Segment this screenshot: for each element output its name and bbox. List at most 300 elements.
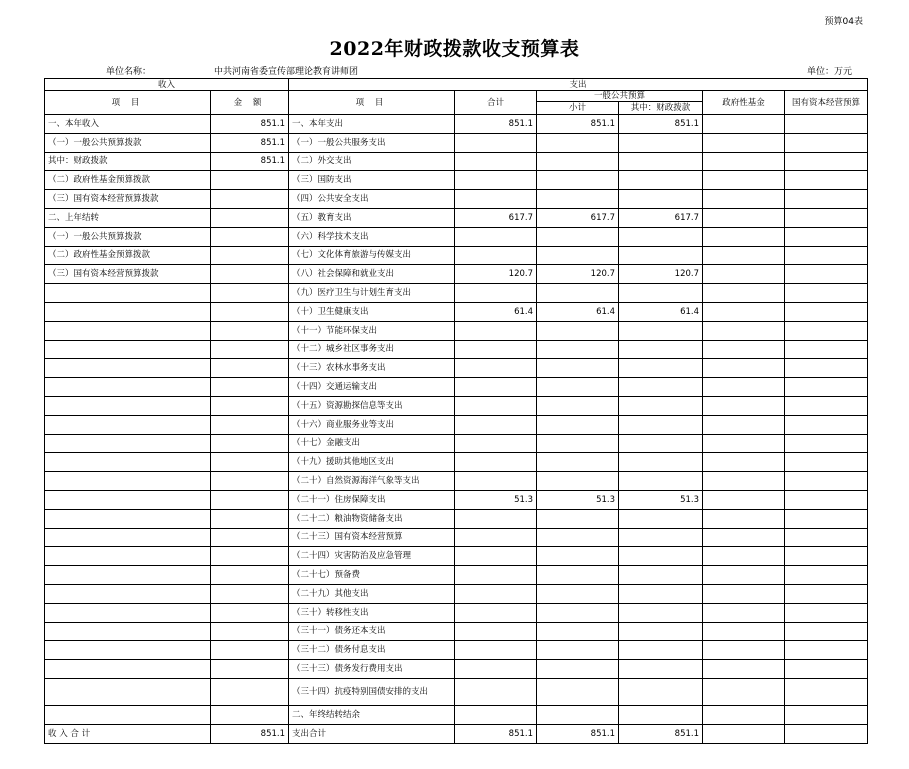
- table-row: [45, 509, 868, 528]
- table-row: [45, 472, 868, 491]
- expense-fiscal-cell: 851.1: [619, 724, 703, 743]
- income-amount-cell: [211, 678, 289, 705]
- total-cell: [455, 528, 537, 547]
- header-row-2: [45, 91, 868, 102]
- state-capital-cell: [785, 528, 868, 547]
- income-item-cell: [45, 584, 211, 603]
- gov-fund-cell: [703, 622, 785, 641]
- income-item-cell: （一）一般公共预算拨款: [45, 227, 211, 246]
- income-header: 收入: [45, 79, 289, 91]
- table-row: [45, 171, 868, 190]
- subtotal-cell: [537, 641, 619, 660]
- income-amount-cell: [211, 359, 289, 378]
- total-cell: 120.7: [455, 265, 537, 284]
- income-amount-cell: [211, 340, 289, 359]
- income-amount-cell: [211, 378, 289, 397]
- header-row-1: [45, 79, 868, 91]
- subtotal-cell: [537, 321, 619, 340]
- expense-item-cell: （五）教育支出: [289, 208, 455, 227]
- state-capital-cell: [785, 415, 868, 434]
- income-item-cell: [45, 415, 211, 434]
- expense-item-cell: （十）卫生健康支出: [289, 302, 455, 321]
- income-item-cell: [45, 678, 211, 705]
- income-amount-cell: 851.1: [211, 152, 289, 171]
- state-capital-cell: [785, 133, 868, 152]
- gov-fund-cell: [703, 490, 785, 509]
- state-capital-cell: [785, 641, 868, 660]
- subtotal-cell: [537, 396, 619, 415]
- gov-fund-cell: [703, 171, 785, 190]
- income-item-cell: [45, 302, 211, 321]
- expense-item-cell: （十九）援助其他地区支出: [289, 453, 455, 472]
- subtotal-cell: 61.4: [537, 302, 619, 321]
- subtotal-cell: [537, 622, 619, 641]
- state-capital-header: 国有资本经营预算: [785, 91, 868, 115]
- income-amount-cell: [211, 208, 289, 227]
- total-cell: [455, 133, 537, 152]
- state-capital-cell: [785, 152, 868, 171]
- fiscal-cell: [619, 705, 703, 724]
- expense-item-cell: （三十三）债务发行费用支出: [289, 660, 455, 679]
- subtotal-cell: [537, 566, 619, 585]
- state-capital-cell: [785, 660, 868, 679]
- state-capital-cell: [785, 490, 868, 509]
- table-row: [45, 265, 868, 284]
- fiscal-cell: [619, 566, 703, 585]
- fiscal-cell: 61.4: [619, 302, 703, 321]
- gov-fund-cell: [703, 302, 785, 321]
- fiscal-cell: [619, 246, 703, 265]
- gov-fund-cell: [703, 115, 785, 134]
- income-item-cell: [45, 705, 211, 724]
- subtotal-cell: [537, 171, 619, 190]
- total-cell: [455, 227, 537, 246]
- unit-name: 中共河南省委宣传部理论教育讲师团: [214, 67, 359, 77]
- gov-fund-cell: [703, 227, 785, 246]
- state-capital-cell: [785, 208, 868, 227]
- subtotal-cell: [537, 705, 619, 724]
- total-cell: [455, 434, 537, 453]
- total-cell: [455, 678, 537, 705]
- total-cell: [455, 190, 537, 209]
- expense-item-cell: （二十三）国有资本经营预算: [289, 528, 455, 547]
- gov-fund-cell: [703, 660, 785, 679]
- state-capital-total-cell: [785, 724, 868, 743]
- income-amount-cell: [211, 566, 289, 585]
- expense-item-cell: （十三）农林水事务支出: [289, 359, 455, 378]
- gov-fund-cell: [703, 152, 785, 171]
- gov-fund-cell: [703, 678, 785, 705]
- table-row: [45, 321, 868, 340]
- table-row: [45, 359, 868, 378]
- budget-table: [44, 78, 868, 744]
- table-row: [45, 302, 868, 321]
- total-cell: [455, 415, 537, 434]
- fiscal-cell: [619, 378, 703, 397]
- expense-item-cell: （二十九）其他支出: [289, 584, 455, 603]
- fiscal-cell: [619, 190, 703, 209]
- state-capital-cell: [785, 359, 868, 378]
- table-row: [45, 190, 868, 209]
- subtotal-cell: [537, 472, 619, 491]
- gov-fund-cell: [703, 396, 785, 415]
- table-row: [45, 641, 868, 660]
- subtotal-cell: 120.7: [537, 265, 619, 284]
- table-row: [45, 603, 868, 622]
- subtotal-cell: 851.1: [537, 115, 619, 134]
- gov-fund-cell: [703, 246, 785, 265]
- gov-fund-cell: [703, 284, 785, 303]
- fiscal-cell: [619, 678, 703, 705]
- total-cell: [455, 171, 537, 190]
- expense-item-cell: 一、本年支出: [289, 115, 455, 134]
- total-cell: [455, 705, 537, 724]
- total-cell: [455, 641, 537, 660]
- total-cell: [455, 509, 537, 528]
- state-capital-cell: [785, 434, 868, 453]
- income-item-header: 项 目: [45, 91, 211, 115]
- fiscal-cell: [619, 415, 703, 434]
- totals-row: [45, 724, 868, 743]
- income-amount-cell: [211, 641, 289, 660]
- gov-fund-header: 政府性基金: [703, 91, 785, 115]
- gov-fund-cell: [703, 584, 785, 603]
- income-amount-cell: [211, 246, 289, 265]
- income-total-amount: 851.1: [211, 724, 289, 743]
- income-total-label: 收 入 合 计: [45, 724, 211, 743]
- table-row: [45, 490, 868, 509]
- state-capital-cell: [785, 705, 868, 724]
- fiscal-cell: [619, 622, 703, 641]
- income-item-cell: [45, 396, 211, 415]
- table-row: [45, 378, 868, 397]
- table-row: [45, 547, 868, 566]
- subtotal-header: 小计: [537, 102, 619, 115]
- subtotal-cell: 51.3: [537, 490, 619, 509]
- fiscal-cell: [619, 434, 703, 453]
- state-capital-cell: [785, 340, 868, 359]
- income-item-cell: [45, 528, 211, 547]
- state-capital-cell: [785, 584, 868, 603]
- expense-item-cell: （一）一般公共服务支出: [289, 133, 455, 152]
- income-item-cell: [45, 603, 211, 622]
- fiscal-cell: [619, 340, 703, 359]
- total-cell: [455, 622, 537, 641]
- fiscal-cell: [619, 396, 703, 415]
- gov-fund-total-cell: [703, 724, 785, 743]
- total-cell: [455, 396, 537, 415]
- fiscal-header: 其中：财政拨款: [619, 102, 703, 115]
- gov-fund-cell: [703, 603, 785, 622]
- income-amount-cell: [211, 171, 289, 190]
- income-item-cell: [45, 378, 211, 397]
- expense-item-cell: （六）科学技术支出: [289, 227, 455, 246]
- total-cell: 851.1: [455, 115, 537, 134]
- subtotal-cell: 617.7: [537, 208, 619, 227]
- table-row: [45, 566, 868, 585]
- expense-item-cell: （二）外交支出: [289, 152, 455, 171]
- income-item-cell: [45, 509, 211, 528]
- fiscal-cell: [619, 509, 703, 528]
- income-amount-cell: [211, 472, 289, 491]
- income-amount-cell: [211, 705, 289, 724]
- state-capital-cell: [785, 453, 868, 472]
- money-unit: 单位：万元: [806, 67, 852, 77]
- income-item-cell: [45, 660, 211, 679]
- expense-item-cell: （四）公共安全支出: [289, 190, 455, 209]
- income-amount-cell: [211, 584, 289, 603]
- income-amount-cell: [211, 434, 289, 453]
- fiscal-cell: [619, 472, 703, 491]
- income-item-cell: （一）一般公共预算拨款: [45, 133, 211, 152]
- fiscal-cell: [619, 660, 703, 679]
- expense-item-cell: （七）文化体育旅游与传媒支出: [289, 246, 455, 265]
- fiscal-cell: 851.1: [619, 115, 703, 134]
- fiscal-cell: [619, 152, 703, 171]
- state-capital-cell: [785, 284, 868, 303]
- fiscal-cell: [619, 227, 703, 246]
- income-amount-cell: [211, 509, 289, 528]
- total-cell: [455, 660, 537, 679]
- total-header: 合计: [455, 91, 537, 115]
- state-capital-cell: [785, 246, 868, 265]
- total-cell: [455, 340, 537, 359]
- table-row: [45, 705, 868, 724]
- gov-fund-cell: [703, 509, 785, 528]
- expense-item-cell: （二十）自然资源海洋气象等支出: [289, 472, 455, 491]
- total-cell: [455, 603, 537, 622]
- income-amount-cell: [211, 453, 289, 472]
- gov-fund-cell: [703, 265, 785, 284]
- table-row: [45, 340, 868, 359]
- income-item-cell: 一、本年收入: [45, 115, 211, 134]
- income-item-cell: [45, 359, 211, 378]
- state-capital-cell: [785, 622, 868, 641]
- fiscal-cell: [619, 584, 703, 603]
- table-row: [45, 584, 868, 603]
- total-cell: [455, 321, 537, 340]
- gov-fund-cell: [703, 547, 785, 566]
- gov-fund-cell: [703, 321, 785, 340]
- table-row: [45, 227, 868, 246]
- fiscal-cell: [619, 528, 703, 547]
- expense-item-cell: （三）国防支出: [289, 171, 455, 190]
- table-row: [45, 528, 868, 547]
- state-capital-cell: [785, 302, 868, 321]
- fiscal-cell: [619, 133, 703, 152]
- subtotal-cell: [537, 415, 619, 434]
- gov-fund-cell: [703, 378, 785, 397]
- table-row: [45, 660, 868, 679]
- subtotal-cell: [537, 547, 619, 566]
- state-capital-cell: [785, 227, 868, 246]
- state-capital-cell: [785, 678, 868, 705]
- table-row: [45, 152, 868, 171]
- expense-item-cell: （三十四）抗疫特别国债安排的支出: [289, 678, 455, 705]
- total-cell: 617.7: [455, 208, 537, 227]
- page-title: 2022年财政拨款收支预算表: [329, 38, 580, 60]
- table-row: [45, 453, 868, 472]
- state-capital-cell: [785, 396, 868, 415]
- state-capital-cell: [785, 190, 868, 209]
- expense-item-cell: （九）医疗卫生与计划生育支出: [289, 284, 455, 303]
- subtotal-cell: [537, 453, 619, 472]
- state-capital-cell: [785, 265, 868, 284]
- subtotal-cell: [537, 509, 619, 528]
- income-item-cell: [45, 566, 211, 585]
- income-item-cell: 二、上年结转: [45, 208, 211, 227]
- table-row: [45, 246, 868, 265]
- fiscal-cell: [619, 547, 703, 566]
- fiscal-cell: [619, 171, 703, 190]
- income-amount-cell: [211, 603, 289, 622]
- state-capital-cell: [785, 547, 868, 566]
- fiscal-cell: [619, 321, 703, 340]
- gov-fund-cell: [703, 453, 785, 472]
- subtotal-cell: [537, 660, 619, 679]
- income-amount-cell: [211, 227, 289, 246]
- total-cell: [455, 584, 537, 603]
- fiscal-cell: [619, 284, 703, 303]
- expense-total-label: 支出合计: [289, 724, 455, 743]
- income-item-cell: 其中：财政拨款: [45, 152, 211, 171]
- gov-fund-cell: [703, 528, 785, 547]
- subtotal-cell: [537, 284, 619, 303]
- income-item-cell: [45, 490, 211, 509]
- fiscal-cell: [619, 641, 703, 660]
- expense-item-cell: （二十二）粮油物资储备支出: [289, 509, 455, 528]
- expense-item-cell: （十二）城乡社区事务支出: [289, 340, 455, 359]
- total-cell: [455, 284, 537, 303]
- state-capital-cell: [785, 566, 868, 585]
- subtotal-cell: [537, 434, 619, 453]
- subtotal-cell: [537, 227, 619, 246]
- expense-subtotal-cell: 851.1: [537, 724, 619, 743]
- income-item-cell: [45, 547, 211, 566]
- gov-fund-cell: [703, 208, 785, 227]
- table-row: [45, 434, 868, 453]
- gov-fund-cell: [703, 705, 785, 724]
- income-item-cell: [45, 622, 211, 641]
- expense-total-cell: 851.1: [455, 724, 537, 743]
- income-item-cell: [45, 340, 211, 359]
- gov-fund-cell: [703, 340, 785, 359]
- expense-item-cell: （八）社会保障和就业支出: [289, 265, 455, 284]
- gov-fund-cell: [703, 190, 785, 209]
- total-cell: [455, 453, 537, 472]
- subtotal-cell: [537, 152, 619, 171]
- fiscal-cell: [619, 603, 703, 622]
- gov-fund-cell: [703, 434, 785, 453]
- gov-fund-cell: [703, 641, 785, 660]
- income-amount-cell: [211, 528, 289, 547]
- subtotal-cell: [537, 378, 619, 397]
- state-capital-cell: [785, 321, 868, 340]
- total-cell: [455, 246, 537, 265]
- income-item-cell: [45, 321, 211, 340]
- table-row: [45, 415, 868, 434]
- fiscal-cell: [619, 453, 703, 472]
- general-budget-header: 一般公共预算: [537, 91, 703, 102]
- subtotal-cell: [537, 190, 619, 209]
- expense-item-cell: （二十一）住房保障支出: [289, 490, 455, 509]
- income-item-cell: [45, 284, 211, 303]
- expense-item-cell: （十六）商业服务业等支出: [289, 415, 455, 434]
- gov-fund-cell: [703, 472, 785, 491]
- income-item-cell: [45, 641, 211, 660]
- gov-fund-cell: [703, 566, 785, 585]
- income-amount-cell: [211, 415, 289, 434]
- state-capital-cell: [785, 115, 868, 134]
- income-item-cell: （二）政府性基金预算拨款: [45, 171, 211, 190]
- subtotal-cell: [537, 133, 619, 152]
- state-capital-cell: [785, 603, 868, 622]
- expense-item-cell: （三十二）债务付息支出: [289, 641, 455, 660]
- state-capital-cell: [785, 171, 868, 190]
- expense-item-cell: （十一）节能环保支出: [289, 321, 455, 340]
- income-amount-cell: 851.1: [211, 115, 289, 134]
- total-cell: [455, 359, 537, 378]
- expense-item-cell: （二十四）灾害防治及应急管理: [289, 547, 455, 566]
- income-amount-header: 金 额: [211, 91, 289, 115]
- total-cell: [455, 378, 537, 397]
- expense-item-cell: （二十七）预备费: [289, 566, 455, 585]
- income-amount-cell: [211, 302, 289, 321]
- gov-fund-cell: [703, 133, 785, 152]
- income-amount-cell: [211, 547, 289, 566]
- income-item-cell: [45, 434, 211, 453]
- subtotal-cell: [537, 603, 619, 622]
- table-row: [45, 622, 868, 641]
- fiscal-cell: 120.7: [619, 265, 703, 284]
- table-row: [45, 208, 868, 227]
- expense-item-cell: 二、年终结转结余: [289, 705, 455, 724]
- income-amount-cell: [211, 396, 289, 415]
- expense-item-cell: （十四）交通运输支出: [289, 378, 455, 397]
- income-amount-cell: [211, 190, 289, 209]
- table-row: [45, 133, 868, 152]
- subtotal-cell: [537, 678, 619, 705]
- income-amount-cell: [211, 622, 289, 641]
- expense-header: 支出: [289, 79, 868, 91]
- state-capital-cell: [785, 378, 868, 397]
- subtotal-cell: [537, 528, 619, 547]
- expense-item-cell: （三十一）债务还本支出: [289, 622, 455, 641]
- subtotal-cell: [537, 246, 619, 265]
- total-cell: [455, 566, 537, 585]
- expense-item-cell: （十五）资源勘探信息等支出: [289, 396, 455, 415]
- table-row: [45, 396, 868, 415]
- income-item-cell: （三）国有资本经营预算拨款: [45, 190, 211, 209]
- income-amount-cell: [211, 490, 289, 509]
- income-item-cell: [45, 472, 211, 491]
- total-cell: [455, 547, 537, 566]
- fiscal-cell: 51.3: [619, 490, 703, 509]
- table-row: [45, 115, 868, 134]
- income-amount-cell: [211, 265, 289, 284]
- fiscal-cell: [619, 359, 703, 378]
- table-row: [45, 284, 868, 303]
- income-item-cell: （三）国有资本经营预算拨款: [45, 265, 211, 284]
- total-cell: 51.3: [455, 490, 537, 509]
- subtotal-cell: [537, 584, 619, 603]
- gov-fund-cell: [703, 415, 785, 434]
- unit-label: 单位名称：: [106, 67, 152, 77]
- fiscal-cell: 617.7: [619, 208, 703, 227]
- income-item-cell: （二）政府性基金预算拨款: [45, 246, 211, 265]
- total-cell: 61.4: [455, 302, 537, 321]
- income-amount-cell: [211, 660, 289, 679]
